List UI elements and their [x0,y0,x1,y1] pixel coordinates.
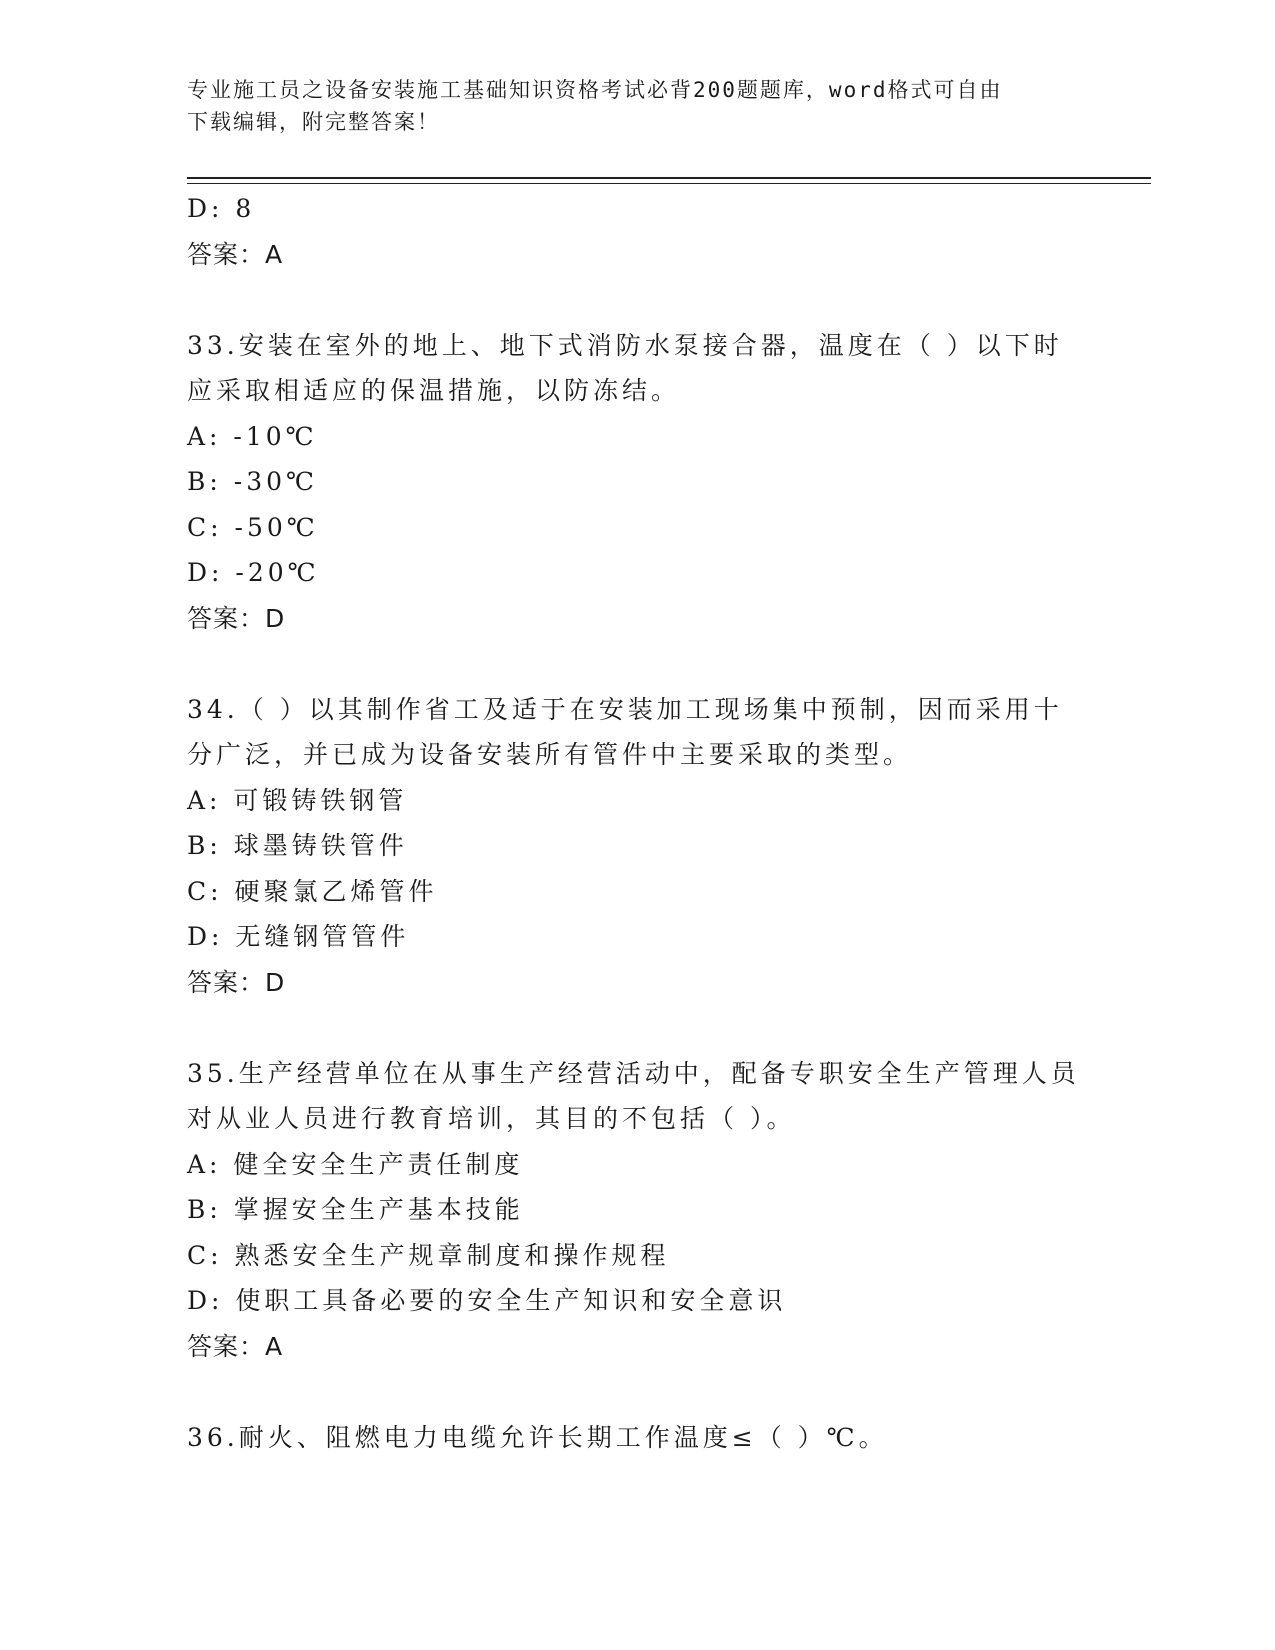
question-35 [187,1051,1087,1370]
option-c: C: 硬聚氯乙烯管件 [187,876,438,906]
header-line-1: 专业施工员之设备安装施工基础知识资格考试必背200题题库，word格式可自由 [187,78,1003,102]
question-stem: 33.安装在室外的地上、地下式消防水泵接合器，温度在（ ）以下时 [187,330,1063,360]
option-a: A: 健全安全生产责任制度 [187,1149,524,1179]
option-c: C: -50℃ [187,512,319,542]
answer-line: 答案：A [187,1331,284,1361]
question-list [187,186,1087,1460]
question-stem-continued: 应采取相适应的保温措施，以防冻结。 [187,376,681,405]
question-stem: 35.生产经营单位在从事生产经营活动中，配备专职安全生产管理人员 [187,1058,1080,1088]
spacer [187,641,1087,687]
answer-line: 答案：A [187,239,284,269]
option-a: A: -10℃ [187,421,318,451]
question-36 [187,1415,1087,1461]
answer-line: 答案：D [187,967,286,997]
question-33 [187,323,1087,642]
question-34 [187,687,1087,1006]
page-header [187,74,1067,138]
previous-question-tail [187,186,1087,277]
option-b: B: -30℃ [187,467,318,496]
option-c: C: 熟悉安全生产规章制度和操作规程 [187,1240,670,1270]
spacer [187,277,1087,323]
header-line-2: 下载编辑，附完整答案！ [187,110,440,134]
question-stem: 36.耐火、阻燃电力电缆允许长期工作温度≤（ ）℃。 [187,1422,888,1452]
header-divider-thick [187,177,1151,179]
answer-line: 答案：D [187,603,286,633]
header-divider-thin [187,183,1151,184]
spacer [187,1005,1087,1051]
option-d: D: 8 [187,194,256,223]
option-d: D: -20℃ [187,558,320,587]
question-stem-continued: 对从业人员进行教育培训，其目的不包括（ ）。 [187,1104,796,1133]
spacer [187,1369,1087,1415]
option-d: D: 无缝钢管管件 [187,922,410,951]
question-stem: 34.（ ）以其制作省工及适于在安装加工现场集中预制，因而采用十 [187,694,1063,724]
option-b: B: 球墨铸铁管件 [187,831,408,860]
option-a: A: 可锻铸铁钢管 [187,785,408,815]
option-d: D: 使职工具备必要的安全生产知识和安全意识 [187,1286,787,1315]
option-b: B: 掌握安全生产基本技能 [187,1195,524,1224]
question-stem-continued: 分广泛，并已成为设备安装所有管件中主要采取的类型。 [187,740,913,769]
